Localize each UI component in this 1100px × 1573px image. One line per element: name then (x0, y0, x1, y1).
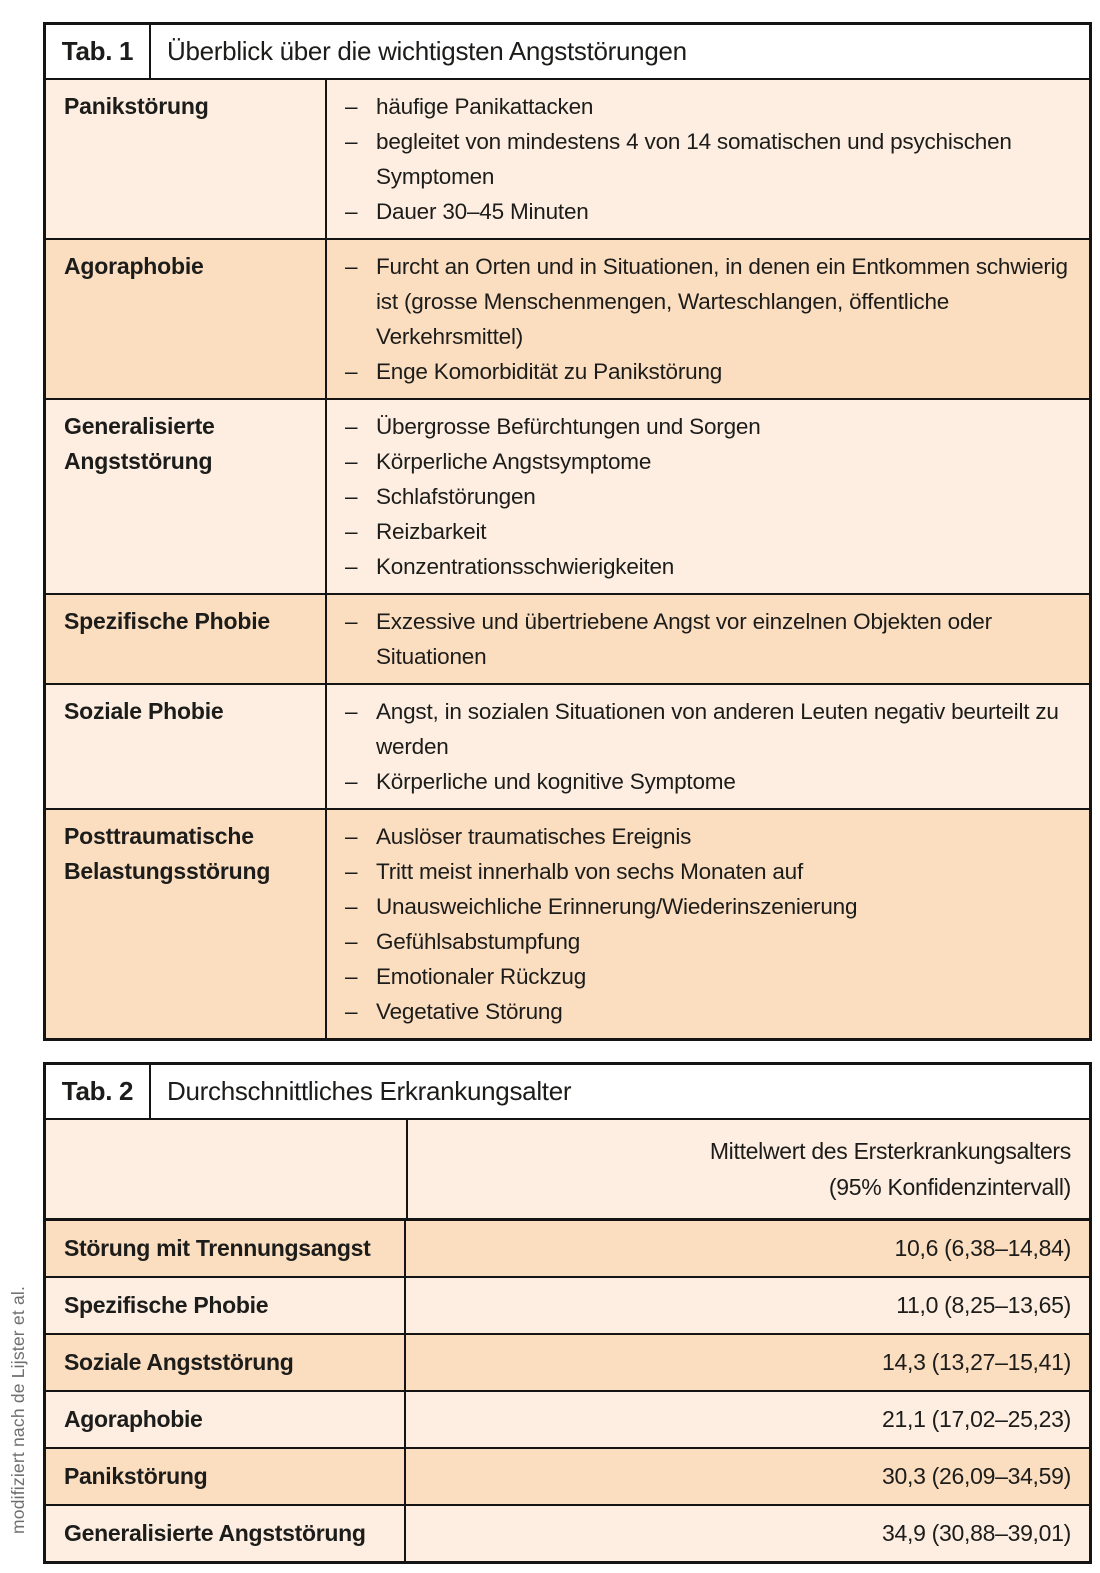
row-label: Soziale Phobie (46, 685, 327, 808)
list-item (345, 854, 1075, 889)
list-item (345, 764, 1075, 799)
dash-bullet: – (345, 609, 358, 634)
dash-bullet: – (345, 484, 358, 509)
dash-bullet: – (345, 824, 358, 849)
table-row (46, 398, 1089, 593)
row-label: Agoraphobie (46, 240, 327, 398)
list-item-text: Körperliche und kognitive Symptome (376, 769, 736, 794)
dash-bullet: – (345, 359, 358, 384)
row-label: Soziale Angststörung (46, 1335, 406, 1390)
row-label: Spezifische Phobie (46, 1278, 406, 1333)
table-row (46, 1447, 1089, 1504)
row-value: 14,3 (13,27–15,41) (882, 1349, 1071, 1375)
row-content (327, 240, 1089, 398)
row-value: 11,0 (8,25–13,65) (896, 1292, 1071, 1318)
source-caption: modifiziert nach de Lijster et al. (8, 1285, 28, 1534)
list-item-text: Reizbarkeit (376, 519, 487, 544)
table-row (46, 593, 1089, 683)
row-label: Störung mit Trennungsangst (46, 1221, 406, 1276)
dash-bullet: – (345, 964, 358, 989)
list-item-text: Unausweichliche Erinnerung/Wiederinszenierung (376, 894, 858, 919)
row-label: Panikstörung (46, 1449, 406, 1504)
table-row (46, 1276, 1089, 1333)
dash-bullet: – (345, 699, 358, 724)
list-item (345, 409, 1075, 444)
list-item (345, 194, 1075, 229)
list-item-text: Dauer 30–45 Minuten (376, 199, 589, 224)
row-content (327, 595, 1089, 683)
dash-bullet: – (345, 859, 358, 884)
dash-bullet: – (345, 449, 358, 474)
dash-bullet: – (345, 999, 358, 1024)
table-2-body (46, 1221, 1089, 1561)
list-item (345, 124, 1075, 194)
table-2-column-header-row (46, 1120, 1089, 1221)
list-item-text: Tritt meist innerhalb von sechs Monaten auf (376, 859, 804, 884)
dash-bullet: – (345, 414, 358, 439)
list-item (345, 959, 1075, 994)
dash-bullet: – (345, 929, 358, 954)
dash-bullet: – (345, 94, 358, 119)
list-item (345, 89, 1075, 124)
list-item-text: Konzentrationsschwierigkeiten (376, 554, 675, 579)
list-item-text: Gefühlsabstumpfung (376, 929, 581, 954)
list-item (345, 694, 1075, 764)
table-2-column-header-label (408, 1120, 1089, 1218)
dash-bullet: – (345, 199, 358, 224)
row-value: 34,9 (30,88–39,01) (882, 1520, 1071, 1546)
list-item (345, 479, 1075, 514)
list-item (345, 994, 1075, 1029)
list-item-text: Angst, in sozialen Situationen von anderen Leuten negativ beurteilt zu werden (376, 699, 1059, 759)
row-value: 10,6 (6,38–14,84) (894, 1235, 1071, 1261)
row-label: Spezifische Phobie (46, 595, 327, 683)
list-item (345, 889, 1075, 924)
table-erkrankungsalter (43, 1062, 1092, 1564)
table-1-tag: Tab. 1 (46, 25, 151, 78)
table-2-tag: Tab. 2 (46, 1065, 151, 1118)
list-item (345, 514, 1075, 549)
table-row (46, 683, 1089, 808)
row-value: 30,3 (26,09–34,59) (882, 1463, 1071, 1489)
list-item-text: Schlafstörungen (376, 484, 536, 509)
table-1-body (46, 80, 1089, 1038)
table-2-column-header-empty-cell (46, 1120, 408, 1218)
table-1-title: Überblick über die wichtigsten Angststörungen (167, 36, 687, 66)
list-item-text: Emotionaler Rückzug (376, 964, 587, 989)
table-2-header (46, 1065, 1089, 1120)
list-item (345, 604, 1075, 674)
table-2-title: Durchschnittliches Erkrankungsalter (167, 1076, 572, 1106)
row-value: 21,1 (17,02–25,23) (882, 1406, 1071, 1432)
list-item-text: Exzessive und übertriebene Angst vor einzelnen Objekten oder Situationen (376, 609, 992, 669)
dash-bullet: – (345, 894, 358, 919)
dash-bullet: – (345, 554, 358, 579)
row-content (327, 810, 1089, 1038)
list-item (345, 924, 1075, 959)
table-row (46, 808, 1089, 1038)
list-item (345, 444, 1075, 479)
table-row (46, 1504, 1089, 1561)
list-item-text: Auslöser traumatisches Ereignis (376, 824, 692, 849)
table-row (46, 1221, 1089, 1276)
table-row (46, 1390, 1089, 1447)
list-item-text: Körperliche Angstsymptome (376, 449, 652, 474)
list-item-text: Furcht an Orten und in Situationen, in denen ein Entkommen schwierig ist (grosse Menschenmengen, Warteschlangen, öffentliche Verkehrsmittel) (376, 254, 1068, 349)
row-content (327, 80, 1089, 238)
dash-bullet: – (345, 254, 358, 279)
list-item-text: Enge Komorbidität zu Panikstörung (376, 359, 723, 384)
table-overview-angststoerungen (43, 22, 1092, 1041)
row-content (327, 400, 1089, 593)
table-row (46, 1333, 1089, 1390)
row-label: Generalisierte Angststörung (46, 400, 327, 593)
table-row (46, 238, 1089, 398)
column-header-line-2: (95% Konfidenzintervall) (828, 1174, 1071, 1200)
list-item-text: Übergrosse Befürchtungen und Sorgen (376, 414, 761, 439)
list-item (345, 249, 1075, 354)
table-row (46, 80, 1089, 238)
list-item (345, 549, 1075, 584)
column-header-line-1: Mittelwert des Ersterkrankungsalters (709, 1138, 1071, 1164)
row-content (327, 685, 1089, 808)
row-label: Generalisierte Angststörung (46, 1506, 406, 1561)
table-1-header (46, 25, 1089, 80)
row-label: Posttraumatische Belastungsstörung (46, 810, 327, 1038)
dash-bullet: – (345, 519, 358, 544)
dash-bullet: – (345, 129, 358, 154)
list-item (345, 354, 1075, 389)
row-label: Agoraphobie (46, 1392, 406, 1447)
list-item-text: begleitet von mindestens 4 von 14 somatischen und psychischen Symptomen (376, 129, 1012, 189)
list-item-text: häufige Panikattacken (376, 94, 594, 119)
row-label: Panikstörung (46, 80, 327, 238)
dash-bullet: – (345, 769, 358, 794)
list-item (345, 819, 1075, 854)
list-item-text: Vegetative Störung (376, 999, 563, 1024)
